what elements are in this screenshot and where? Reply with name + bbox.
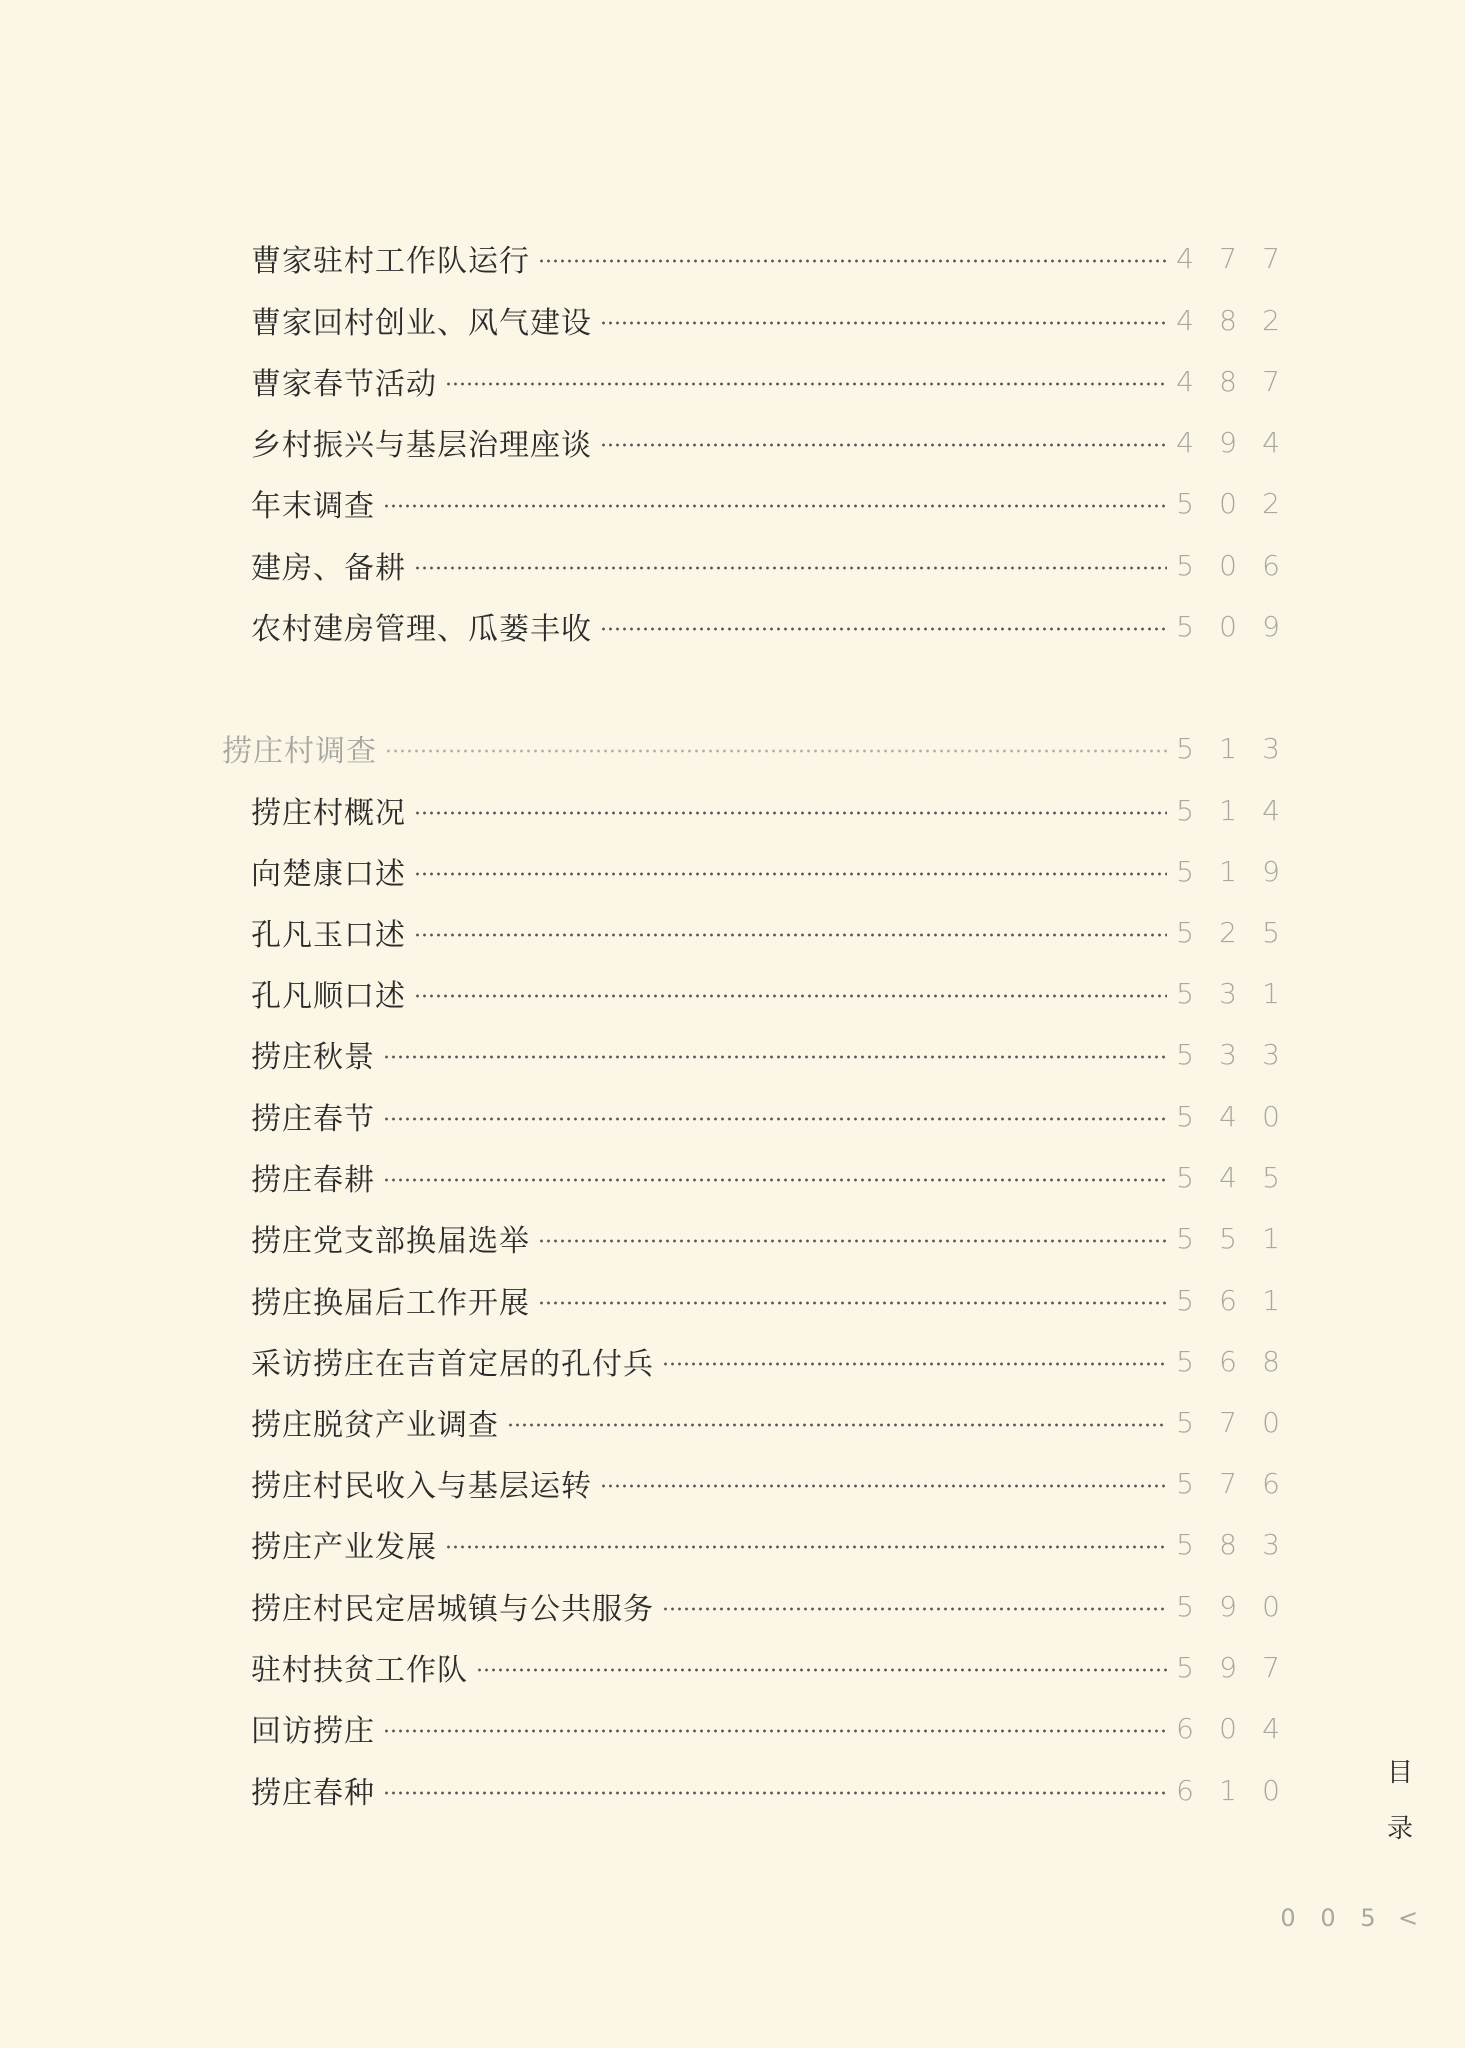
page-digit: 5 — [1176, 1650, 1194, 1684]
footer-digit-3: 5 — [1360, 1904, 1376, 1932]
toc-entry-title: 捞庄党支部换届选举 — [251, 1224, 530, 1259]
page-digit: 7 — [1219, 241, 1237, 275]
toc-entry-page-number — [1175, 1222, 1281, 1255]
dot-leader — [414, 811, 1167, 815]
toc-entry-title: 捞庄春耕 — [251, 1163, 375, 1198]
toc-entry-title: 农村建房管理、瓜蒌丰收 — [251, 612, 592, 647]
page-digit: 5 — [1176, 793, 1194, 827]
toc-entry-page-number — [1175, 1345, 1281, 1378]
page-digit: 2 — [1262, 303, 1280, 337]
page-digit: 0 — [1262, 1773, 1280, 1807]
toc-entry-page-number — [1175, 549, 1281, 582]
toc-entry-page-number — [1175, 1406, 1281, 1439]
dot-leader — [414, 933, 1167, 937]
dot-leader — [445, 382, 1167, 386]
toc-entry-page-number — [1175, 1528, 1281, 1561]
page-digit: 2 — [1262, 486, 1280, 520]
page-digit: 9 — [1219, 1589, 1237, 1623]
page-digit: 4 — [1176, 364, 1194, 398]
page-digit: 3 — [1262, 1527, 1280, 1561]
page-digit: 5 — [1176, 1221, 1194, 1255]
toc-entry-page-number — [1175, 1651, 1281, 1684]
toc-entry-page-number — [1175, 365, 1281, 398]
dot-leader — [600, 321, 1167, 325]
toc-entry[interactable] — [251, 604, 1281, 648]
page-digit: 5 — [1176, 1589, 1194, 1623]
footer-digit-1: 0 — [1280, 1904, 1296, 1932]
page-digit: 9 — [1262, 854, 1280, 888]
dot-leader — [538, 259, 1167, 263]
toc-entry-page-number — [1175, 610, 1281, 643]
dot-leader — [383, 504, 1167, 508]
toc-entry-page-number — [1175, 487, 1281, 520]
page-digit: 4 — [1262, 425, 1280, 459]
dot-leader — [600, 1484, 1167, 1488]
toc-entry[interactable] — [251, 543, 1281, 587]
page-digit: 8 — [1219, 364, 1237, 398]
dot-leader — [383, 1055, 1167, 1059]
page-digit: 8 — [1262, 1344, 1280, 1378]
toc-entry-page-number — [1175, 304, 1281, 337]
toc-entry[interactable] — [251, 359, 1281, 403]
dot-leader — [600, 627, 1167, 631]
page-digit: 7 — [1219, 1466, 1237, 1500]
toc-entry-title: 驻村扶贫工作队 — [251, 1653, 468, 1688]
page-digit: 1 — [1219, 793, 1237, 827]
toc-entry[interactable] — [251, 1094, 1281, 1138]
page-digit: 5 — [1176, 1405, 1194, 1439]
toc-entry-page-number — [1175, 1284, 1281, 1317]
toc-entry-title: 捞庄村调查 — [222, 734, 377, 769]
page-digit: 4 — [1176, 303, 1194, 337]
dot-leader — [414, 994, 1167, 998]
page-digit: 1 — [1219, 1773, 1237, 1807]
toc-entry-page-number — [1175, 977, 1281, 1010]
page-digit: 3 — [1262, 1037, 1280, 1071]
page-digit: 5 — [1176, 1283, 1194, 1317]
page-digit: 2 — [1219, 915, 1237, 949]
dot-leader — [538, 1239, 1167, 1243]
toc-entry-title: 捞庄春节 — [251, 1102, 375, 1137]
page-digit: 6 — [1219, 1344, 1237, 1378]
dot-leader — [507, 1423, 1167, 1427]
toc-entry[interactable] — [251, 971, 1281, 1015]
page-digit: 5 — [1176, 854, 1194, 888]
toc-entry[interactable] — [251, 298, 1281, 342]
toc-entry[interactable] — [251, 1645, 1281, 1689]
toc-entry-page-number — [1175, 1161, 1281, 1194]
page-digit: 5 — [1176, 1037, 1194, 1071]
toc-entry-page-number — [1175, 916, 1281, 949]
dot-leader — [538, 1301, 1167, 1305]
dot-leader — [600, 443, 1167, 447]
page-digit: 7 — [1262, 364, 1280, 398]
toc-entry[interactable] — [251, 849, 1281, 893]
toc-entry-page-number — [1175, 1774, 1281, 1807]
toc-entry[interactable] — [251, 1706, 1281, 1750]
toc-entry[interactable] — [251, 236, 1281, 280]
page-digit: 5 — [1262, 915, 1280, 949]
page-digit: 5 — [1219, 1221, 1237, 1255]
page-digit: 5 — [1176, 731, 1194, 765]
toc-entry[interactable] — [251, 788, 1281, 832]
toc-entry[interactable] — [251, 481, 1281, 525]
page-digit: 5 — [1176, 548, 1194, 582]
footer-back-arrow[interactable]: < — [1398, 1904, 1419, 1932]
page-digit: 0 — [1262, 1405, 1280, 1439]
toc-entry-title: 捞庄村民收入与基层运转 — [251, 1469, 592, 1504]
page-digit: 6 — [1176, 1711, 1194, 1745]
page-digit: 7 — [1219, 1405, 1237, 1439]
toc-entry-page-number — [1175, 794, 1281, 827]
page-digit: 8 — [1219, 1527, 1237, 1561]
toc-entry[interactable] — [251, 1400, 1281, 1444]
page-digit: 5 — [1176, 1160, 1194, 1194]
page-digit: 4 — [1176, 425, 1194, 459]
page-digit: 1 — [1262, 1221, 1280, 1255]
page-digit: 3 — [1219, 976, 1237, 1010]
page-digit: 3 — [1219, 1037, 1237, 1071]
page-digit: 4 — [1262, 793, 1280, 827]
dot-leader — [383, 1791, 1167, 1795]
page-digit: 6 — [1219, 1283, 1237, 1317]
page-digit: 5 — [1176, 486, 1194, 520]
toc-entry[interactable] — [251, 1339, 1281, 1383]
page-digit: 4 — [1219, 1099, 1237, 1133]
side-label-char-2: 录 — [1386, 1814, 1413, 1844]
toc-entry-page-number — [1175, 855, 1281, 888]
footer-digit-2: 0 — [1320, 1904, 1336, 1932]
toc-entry-title: 捞庄村民定居城镇与公共服务 — [251, 1592, 654, 1627]
toc-entry-title: 捞庄秋景 — [251, 1040, 375, 1075]
toc-entry[interactable] — [251, 1155, 1281, 1199]
toc-entry-page-number — [1175, 242, 1281, 275]
page-digit: 1 — [1219, 731, 1237, 765]
toc-entry-page-number — [1175, 1038, 1281, 1071]
toc-entry[interactable] — [251, 1216, 1281, 1260]
toc-entry-title: 曹家春节活动 — [251, 367, 437, 402]
page-digit: 1 — [1262, 1283, 1280, 1317]
toc-entry-page-number — [1175, 1100, 1281, 1133]
toc-entry-title: 捞庄村概况 — [251, 796, 406, 831]
toc-entry-title: 向楚康口述 — [251, 857, 406, 892]
dot-leader — [383, 1729, 1167, 1733]
page-digit: 1 — [1219, 854, 1237, 888]
toc-entry-title: 乡村振兴与基层治理座谈 — [251, 428, 592, 463]
toc-entry[interactable] — [251, 910, 1281, 954]
page-digit: 5 — [1176, 976, 1194, 1010]
page-digit: 0 — [1219, 1711, 1237, 1745]
dot-leader — [476, 1668, 1167, 1672]
toc-entry-title: 年末调查 — [251, 489, 375, 524]
toc-entry-page-number — [1175, 1590, 1281, 1623]
toc-entry-title: 捞庄脱贫产业调查 — [251, 1408, 499, 1443]
dot-leader — [383, 1178, 1167, 1182]
page-digit: 5 — [1176, 1099, 1194, 1133]
toc-entry-title: 孔凡玉口述 — [251, 918, 406, 953]
page-digit: 6 — [1262, 548, 1280, 582]
toc-entry[interactable] — [251, 420, 1281, 464]
page-digit: 9 — [1262, 609, 1280, 643]
toc-entry-title: 曹家驻村工作队运行 — [251, 244, 530, 279]
toc-entry-page-number — [1175, 1467, 1281, 1500]
page-digit: 9 — [1219, 1650, 1237, 1684]
toc-entry-page-number — [1175, 732, 1281, 765]
page-digit: 5 — [1176, 1466, 1194, 1500]
page-digit: 0 — [1262, 1099, 1280, 1133]
toc-entry[interactable] — [251, 1584, 1281, 1628]
page-digit: 0 — [1219, 486, 1237, 520]
toc-entry-title: 孔凡顺口述 — [251, 979, 406, 1014]
dot-leader — [662, 1607, 1167, 1611]
toc-entry[interactable] — [251, 1032, 1281, 1076]
dot-leader — [414, 872, 1167, 876]
toc-entry[interactable] — [251, 1522, 1281, 1566]
toc-entry-title: 曹家回村创业、风气建设 — [251, 306, 592, 341]
toc-entry-title: 回访捞庄 — [251, 1714, 375, 1749]
dot-leader — [385, 749, 1167, 753]
page-digit: 3 — [1262, 731, 1280, 765]
page-digit: 5 — [1262, 1160, 1280, 1194]
toc-entry[interactable] — [251, 1278, 1281, 1322]
page-digit: 0 — [1219, 609, 1237, 643]
page-digit: 5 — [1176, 915, 1194, 949]
toc-entry-page-number — [1175, 426, 1281, 459]
page-digit: 1 — [1262, 976, 1280, 1010]
toc-entry-title: 采访捞庄在吉首定居的孔付兵 — [251, 1347, 654, 1382]
page-digit: 0 — [1262, 1589, 1280, 1623]
dot-leader — [383, 1117, 1167, 1121]
toc-entry-title: 建房、备耕 — [251, 551, 406, 586]
page-digit: 5 — [1176, 1344, 1194, 1378]
toc-entry-title: 捞庄春种 — [251, 1776, 375, 1811]
page-digit: 6 — [1176, 1773, 1194, 1807]
dot-leader — [414, 566, 1167, 570]
page-number-footer — [1278, 1904, 1418, 1932]
page-digit: 4 — [1219, 1160, 1237, 1194]
page-digit: 4 — [1176, 241, 1194, 275]
page-digit: 0 — [1219, 548, 1237, 582]
page-digit: 5 — [1176, 609, 1194, 643]
toc-entry-title: 捞庄产业发展 — [251, 1530, 437, 1565]
page-digit: 6 — [1262, 1466, 1280, 1500]
page-digit: 9 — [1219, 425, 1237, 459]
dot-leader — [662, 1362, 1167, 1366]
page-digit: 5 — [1176, 1527, 1194, 1561]
toc-entry-page-number — [1175, 1712, 1281, 1745]
side-label-char-1: 目 — [1386, 1758, 1413, 1788]
page-digit: 7 — [1262, 241, 1280, 275]
toc-section-heading[interactable] — [222, 726, 1281, 770]
page-digit: 7 — [1262, 1650, 1280, 1684]
dot-leader — [445, 1545, 1167, 1549]
toc-entry[interactable] — [251, 1768, 1281, 1812]
toc-entry-title: 捞庄换届后工作开展 — [251, 1286, 530, 1321]
toc-entry[interactable] — [251, 1461, 1281, 1505]
page-digit: 4 — [1262, 1711, 1280, 1745]
page-digit: 8 — [1219, 303, 1237, 337]
